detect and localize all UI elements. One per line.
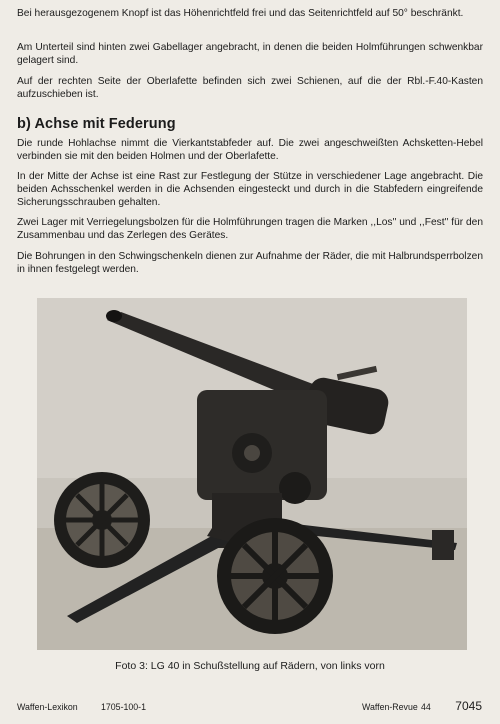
- left-wheel: [54, 472, 150, 568]
- paragraph-rast: In der Mitte der Achse ist eine Rast zur Festlegung der Stütze in verschiedener Lage angebracht. Die beiden Achsschenkel werden in die Achsenden eingesteckt und durch in die Stabfedern eingreifende Sicherungsschrauben gehalten.: [17, 171, 483, 209]
- section-heading: b) Achse mit Federung: [17, 116, 176, 132]
- footer-issue: 44: [421, 702, 431, 712]
- paragraph-lager: Zwei Lager mit Verriegelungsbolzen für die Holmführungen tragen die Marken ,,Los'' und ,,Fest'' für den Zusammenbau und das Zerlegen des Gerätes.: [17, 217, 483, 242]
- page-number: 7045: [455, 699, 482, 713]
- footer-code: 1705-100-1: [101, 702, 146, 712]
- paragraph-knopf: Bei herausgezogenem Knopf ist das Höhenrichtfeld frei und das Seitenrichtfeld auf 50° beschränkt.: [17, 8, 464, 19]
- figure-caption: Foto 3: LG 40 in Schußstellung auf Rädern, von links vorn: [115, 660, 385, 672]
- gun-photo: [37, 298, 467, 650]
- paragraph-bohrungen: Die Bohrungen in den Schwingschenkeln dienen zur Aufnahme der Räder, die mit Halbrundsperrbolzen in ihnen festgelegt werden.: [17, 251, 483, 276]
- right-wheel: [217, 518, 333, 634]
- footer-magazine: Waffen-Revue: [362, 702, 418, 712]
- paragraph-schienen: Auf der rechten Seite der Oberlafette befinden sich zwei Schienen, auf die der Rbl.-F.40-Kasten aufzuschieben ist.: [17, 76, 483, 101]
- footer-series-title: Waffen-Lexikon: [17, 702, 78, 712]
- paragraph-hohlachse: Die runde Hohlachse nimmt die Vierkantstabfeder auf. Die zwei angeschweißten Achsketten-Hebel verbinden sie mit den beiden Holmen und der Oberlafette.: [17, 138, 483, 163]
- paragraph-gabellager: Am Unterteil sind hinten zwei Gabellager angebracht, in denen die beiden Holmführungen schwenkbar gelagert sind.: [17, 42, 483, 67]
